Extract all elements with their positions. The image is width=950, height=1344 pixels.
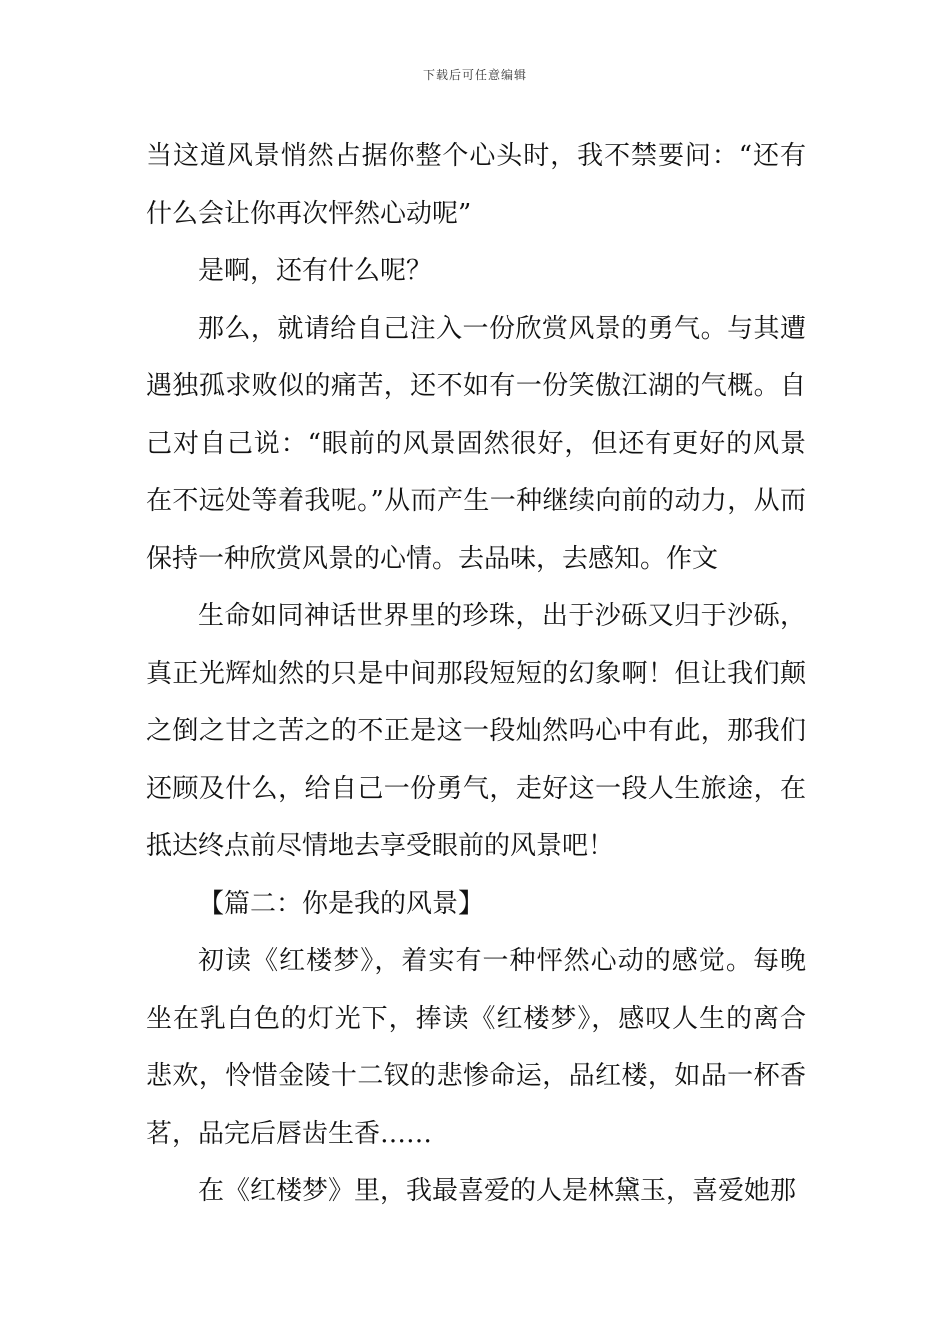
paragraph-2: 是啊，还有什么呢？ [198,256,433,286]
paragraph-4: 生命如同神话世界里的珍珠，出于沙砾又归于沙砾，真正光辉灿然的只是中间那段短短的幻象啊！但让我们颠之倒之甘之苦之的不正是这一段灿然吗心中有此，那我们还顾及什么，给自己一份勇气，走好这一段人生旅途，在抵达终点前尽情地去享受眼前的风景吧！ [146,601,806,861]
section-heading: 【篇二：你是我的风景】 [198,888,485,919]
paragraph-5: 初读《红楼梦》，着实有一种怦然心动的感觉。每晚坐在乳白色的灯光下，捧读《红楼梦》，感叹人生的离合悲欢，怜惜金陵十二钗的悲惨命运，品红楼，如品一杯香茗，品完后唇齿生香…… [146,946,806,1149]
paragraph-1: 当这道风景悄然占据你整个心头时，我不禁要问：“还有什么会让你再次怦然心动呢” [146,141,806,229]
document-body [146,128,806,1221]
paragraph-6: 在《红楼梦》里，我最喜爱的人是林黛玉，喜爱她那 [198,1176,797,1206]
paragraph-3: 那么，就请给自己注入一份欣赏风景的勇气。与其遭遇独孤求败似的痛苦，还不如有一份笑傲江湖的气概。自己对自己说：“眼前的风景固然很好，但还有更好的风景在不远处等着我呢。”从而产生一种继续向前的动力，从而保持一种欣赏风景的心情。去品味，去感知。作文 [146,313,806,574]
page-header: 下载后可任意编辑 [422,68,527,82]
